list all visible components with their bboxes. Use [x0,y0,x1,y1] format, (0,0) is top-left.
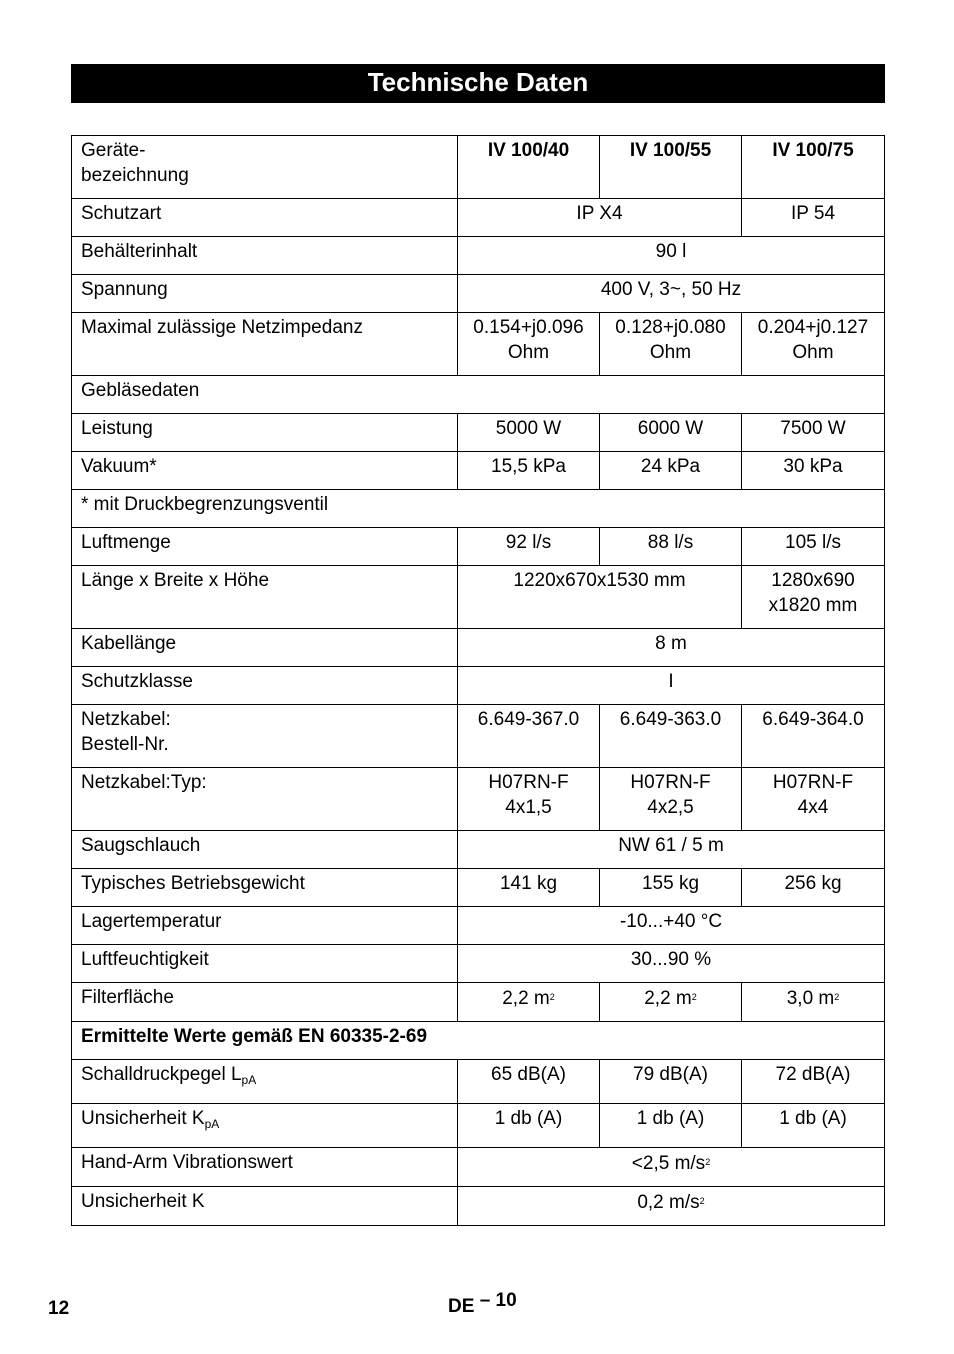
table-row [72,414,885,452]
table-row [72,452,885,490]
row-label: Saugschlauch [72,831,458,869]
page-footer [448,1290,517,1318]
table-cell: 0.154+j0.096 Ohm [458,313,600,376]
row-label: Lagertemperatur [72,907,458,945]
row-label: Behälterinhalt [72,237,458,275]
table-cell: 1220x670x1530 mm [458,566,742,629]
table-row [72,629,885,667]
table-row [72,768,885,831]
table-cell: -10...+40 °C [458,907,885,945]
table-cell: 65 dB(A) [458,1060,600,1104]
table-row [72,831,885,869]
table-cell: 3,0 $m^2$ [742,983,885,1022]
table-cell: 7500 W [742,414,885,452]
row-label: Hand-Arm Vibrationswert [72,1148,458,1187]
table-cell: 155 kg [600,869,742,907]
table-cell: 256 kg [742,869,885,907]
table-row [72,983,885,1022]
model-header: IV 100/40 [458,136,600,199]
row-label: Schalldruckpegel $L_{pA}$ [72,1060,458,1104]
table-cell: <2,5 $m/s^2$ [458,1148,885,1187]
technical-data-table [71,135,885,1226]
table-cell: 24 kPa [600,452,742,490]
row-label: Typisches Betriebsgewicht [72,869,458,907]
table-cell: 400 V, 3~, 50 Hz [458,275,885,313]
table-cell: 1 db (A) [742,1104,885,1148]
row-label: Unsicherheit $K_{pA}$ [72,1104,458,1148]
table-cell: 105 l/s [742,528,885,566]
table-row [72,490,885,528]
table-row [72,199,885,237]
table-cell: 6.649-367.0 [458,705,600,768]
row-label: Netzkabel:Typ: [72,768,458,831]
table-row [72,945,885,983]
row-label: Luftmenge [72,528,458,566]
page-title: Technische Daten [71,64,885,103]
table-cell: 90 l [458,237,885,275]
table-cell: H07RN-F 4x4 [742,768,885,831]
table-cell: H07RN-F 4x1,5 [458,768,600,831]
row-label: Luftfeuchtigkeit [72,945,458,983]
table-cell: 0.204+j0.127 Ohm [742,313,885,376]
table-cell: 6.649-363.0 [600,705,742,768]
row-label: Kabellänge [72,629,458,667]
table-cell: 30 kPa [742,452,885,490]
table-cell: 0.128+j0.080 Ohm [600,313,742,376]
table-cell: I [458,667,885,705]
table-row [72,1187,885,1226]
table-cell: 2,2 $m^2$ [458,983,600,1022]
page-number: 12 [48,1298,70,1319]
model-header: IV 100/55 [600,136,742,199]
table-cell: 8 m [458,629,885,667]
table-row [72,1104,885,1148]
table-cell: 2,2 $m^2$ [600,983,742,1022]
row-label: Schutzklasse [72,667,458,705]
table-row [72,1148,885,1187]
table-row [72,376,885,414]
table-cell: 141 kg [458,869,600,907]
table-row [72,705,885,768]
table-cell: IP 54 [742,199,885,237]
table-cell: 6.649-364.0 [742,705,885,768]
table-row [72,907,885,945]
row-label: Maximal zulässige Netzimpedanz [72,313,458,376]
model-header: IV 100/75 [742,136,885,199]
table-row [72,528,885,566]
table-cell: IP X4 [458,199,742,237]
table-row [72,136,885,199]
table-cell: 88 l/s [600,528,742,566]
row-label: Länge x Breite x Höhe [72,566,458,629]
table-cell: 79 dB(A) [600,1060,742,1104]
table-row [72,275,885,313]
table-row [72,869,885,907]
section-label: Ermittelte Werte gemäß EN 60335-2-69 [72,1022,885,1060]
table-cell: 1280x690 x1820 mm [742,566,885,629]
row-label: Filterfläche [72,983,458,1022]
table-cell: 0,2 $m/s^2$ [458,1187,885,1226]
table-cell: 1 db (A) [600,1104,742,1148]
table-row [72,566,885,629]
table-cell: H07RN-F 4x2,5 [600,768,742,831]
row-label: Unsicherheit K [72,1187,458,1226]
table-row [72,667,885,705]
table-row [72,313,885,376]
table-cell: NW 61 / 5 m [458,831,885,869]
footer-dash: – [479,1290,491,1311]
footnote-label: * mit Druckbegrenzungsventil [72,490,885,528]
row-label: Netzkabel: Bestell-Nr. [72,705,458,768]
table-row [72,237,885,275]
table-row [72,1060,885,1104]
row-label: Vakuum* [72,452,458,490]
table-cell: 92 l/s [458,528,600,566]
table-row [72,1022,885,1060]
row-label: Schutzart [72,199,458,237]
row-label: Leistung [72,414,458,452]
table-cell: 15,5 kPa [458,452,600,490]
table-cell: 5000 W [458,414,600,452]
row-label: Spannung [72,275,458,313]
row-label: Geräte- bezeichnung [72,136,458,199]
section-label: Gebläsedaten [72,376,885,414]
table-cell: 72 dB(A) [742,1060,885,1104]
table-cell: 1 db (A) [458,1104,600,1148]
sub-page-number: 10 [495,1290,517,1311]
table-cell: 30...90 % [458,945,885,983]
language-code: DE [448,1296,475,1317]
table-cell: 6000 W [600,414,742,452]
